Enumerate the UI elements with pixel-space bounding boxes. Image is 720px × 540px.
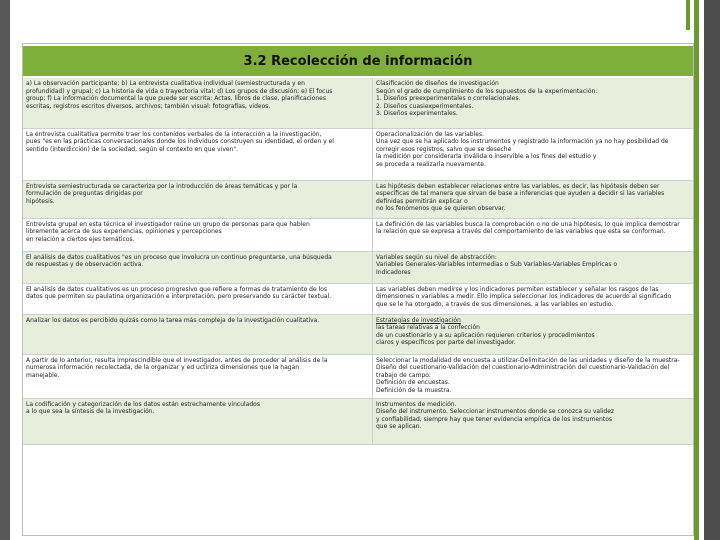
left-cell xyxy=(23,78,373,128)
cell-text-line: 2. Diseños cuasiexperimentales. xyxy=(376,102,474,110)
cell-text-line: La codificación y categorización de los datos están estrechamente vinculados xyxy=(26,400,260,408)
table-row xyxy=(23,283,693,314)
cell-text-line: Diseño del instrumento. Seleccionar instrumentos donde se conozca su validez xyxy=(376,408,615,416)
cell-text-line: claros y específicos por parte del investigador. xyxy=(376,339,516,347)
table-row xyxy=(23,354,693,398)
cell-text-line: definidas permitirán explicar o xyxy=(376,197,468,205)
cell-text-line: Analizar los datos es percibido quizás como la tarea más compleja de la investigación cualitativa. xyxy=(26,316,320,324)
cell-text-line: numerosa información recolectada, de la organizar y ed uctiriza dimensiones que la hagan xyxy=(26,364,300,372)
left-cell xyxy=(23,128,373,180)
right-cell xyxy=(373,78,694,128)
right-cell xyxy=(373,218,694,251)
cell-text-line: que se le ha otorgado, a través de sus dimensiones, a las variables en estudio. xyxy=(376,300,614,308)
right-cell xyxy=(373,354,694,398)
table-row xyxy=(23,218,693,251)
cell-heading: Estrategias de investigación xyxy=(376,316,461,324)
cell-text-line: y confiabilidad, siempre hay que tener evidencia empírica de los instrumentos xyxy=(376,415,613,423)
cell-text-line: de un cuestionario y a su aplicación requieren criterios y procedimientos xyxy=(376,331,595,339)
right-cell xyxy=(373,180,694,218)
cell-text-line: Instrumentos de medición. xyxy=(376,400,457,408)
cell-text-line: trabajo de campo: xyxy=(376,371,431,379)
slide xyxy=(22,43,694,536)
left-cell xyxy=(23,354,373,398)
cell-text-line: Variables Generales-Variables Intermedias o Sub Variables-Variables Empíricas o xyxy=(376,261,618,269)
cell-text-line: a lo que sea la síntesis de la investigación. xyxy=(26,408,155,416)
cell-text-line: escritas, registros escritos diversos, archivos; también visual: fotografías, videos. xyxy=(26,102,271,110)
table-row xyxy=(23,78,693,128)
cell-text-line: específicas de tal manera que sirvan de base a inferencias que ayuden a decidir si las variables xyxy=(376,190,665,198)
cell-text-line: 3. Diseños experimentales. xyxy=(376,110,458,118)
right-cell xyxy=(373,283,694,314)
right-cell xyxy=(373,251,694,283)
cell-text-line: Definición de encuestas. xyxy=(376,379,450,387)
table-row xyxy=(23,251,693,283)
cell-text-line: A partir de lo anterior, resulta imprescindible que el investigador, antes de proceder al análisis de la xyxy=(26,356,328,364)
cell-text-line: El análisis de datos cualitativos "es un proceso que involucra un continuo preguntarse, una búsqueda xyxy=(26,253,332,261)
table-row xyxy=(23,314,693,354)
left-cell xyxy=(23,251,373,283)
cell-text-line: Diseño del cuestionario-Validación del cuestionario-Administración del cuestionario-Validación del xyxy=(376,364,670,372)
cell-text-line: El análisis de datos cualitativos es un proceso progresivo que refiere a formas de tratamiento de los xyxy=(26,285,328,293)
cell-text-line: de respuestas y de observación activa. xyxy=(26,261,144,269)
cell-text-line: Entrevista grupal en esta técnica el investigador reúne un grupo de personas para que hablen xyxy=(26,220,310,228)
cell-text-line: la medición por considerarla inválida o inservible a los fines del estudio y xyxy=(376,153,597,161)
cell-text-line: hipótesis. xyxy=(26,197,55,205)
cell-text-line: Las hipótesis deben establecer relaciones entre las variables, es decir, las hipótesis deben ser xyxy=(376,182,660,190)
cell-text-line: Una vez que se ha aplicado los instrumentos y registrado la información ya no hay posibilidad de xyxy=(376,138,669,146)
cell-text-line: group; f) La información documental la que puede ser escrita: Actas, libros de clase, planificaciones xyxy=(26,95,326,103)
cell-text-line: Las variables deben medirse y los indicadores permiten establecer y señalar los rasgos de las xyxy=(376,285,659,293)
cell-text-line: Según el grado de cumplimiento de los supuestos de la experimentación: xyxy=(376,87,598,95)
right-accent-bar-top xyxy=(686,0,690,30)
cell-text-line: datos que permiten su paulatina organización e interpretación, pero preservando su carácter textual. xyxy=(26,293,332,301)
cell-text-line: las tareas relativas a la confección xyxy=(376,324,480,332)
cell-text-line: a) La observación participante; b) La entrevista cualitativa individual (semiestructurada y en xyxy=(26,80,305,87)
cell-text-line: libremente acerca de sus experiencias, opiniones y percepciones xyxy=(26,228,222,236)
table-row xyxy=(23,180,693,218)
cell-text-line: Indicadores xyxy=(376,268,411,276)
cell-text-line: 1. Diseños preexperimentales o correlacionales. xyxy=(376,95,521,103)
cell-text-line: se proceda a realizarla nuevamente. xyxy=(376,160,486,168)
cell-text-line: dimensiones o variables a medir. Ello implica seleccionar los indicadores de acuerdo al significado xyxy=(376,293,672,301)
left-cell xyxy=(23,180,373,218)
right-cell xyxy=(373,128,694,180)
cell-text-line: La entrevista cualitativa permite traer los contenidos verbales de la interacción a la investigación, xyxy=(26,130,322,138)
right-cell xyxy=(373,398,694,444)
cell-text-line: corregir esos registros, salvo que se deseche xyxy=(376,145,512,153)
left-cell xyxy=(23,218,373,251)
table-row xyxy=(23,398,693,444)
cell-text-line: Operacionalización de las variables. xyxy=(376,130,485,138)
cell-text-line: Variables según su nivel de abstracción: xyxy=(376,253,497,261)
cell-text-line: Entrevista semiestructurada se caracteriza por la introducción de áreas temáticas y por la xyxy=(26,182,298,190)
cell-text-line: formulación de preguntas dirigidas por xyxy=(26,190,143,198)
cell-text-line: que se aplican. xyxy=(376,423,422,431)
cell-text-line: sentido (interdicción) de la sociedad, según el contexto en que viven". xyxy=(26,145,239,153)
cell-text-line: pues "es en las prácticas conversacionales donde los individuos construyen su identidad, el orden y el xyxy=(26,138,334,146)
cell-text-line: Seleccionar la modalidad de encuesta a utilizar-Delimitación de las unidades y diseño de la muestra- xyxy=(376,356,680,364)
cell-text-line: La definición de las variables busca la comprobación o no de una hipótesis, lo que implica demostrar xyxy=(376,220,680,228)
left-frame-bar xyxy=(0,0,10,540)
cell-text-line: no los fenómenos que se quieren observar. xyxy=(376,205,506,213)
cell-text-line: Clasificación de diseños de investigación xyxy=(376,80,499,87)
left-cell xyxy=(23,283,373,314)
table-row xyxy=(23,128,693,180)
content-table-body xyxy=(23,78,693,444)
cell-text-line: profundidad) y grupal; c) La historia de vida o trayectoria vital; d) Los grupos de discusión; e) El focus xyxy=(26,87,333,95)
right-cell xyxy=(373,314,694,354)
left-cell xyxy=(23,398,373,444)
cell-text-line: la relación que se expresa a través del comportamiento de las variables que esta se conforman. xyxy=(376,228,666,236)
content-table xyxy=(23,78,693,445)
cell-text-line: Definición de la muestra. xyxy=(376,386,452,394)
right-accent-bar xyxy=(694,0,699,540)
cell-text-line: manejable. xyxy=(26,371,60,379)
cell-text-line: en relación a ciertos ejes temáticos. xyxy=(26,235,135,243)
right-frame-bar xyxy=(704,0,720,540)
left-cell xyxy=(23,314,373,354)
slide-title: 3.2 Recolección de información xyxy=(23,46,693,76)
